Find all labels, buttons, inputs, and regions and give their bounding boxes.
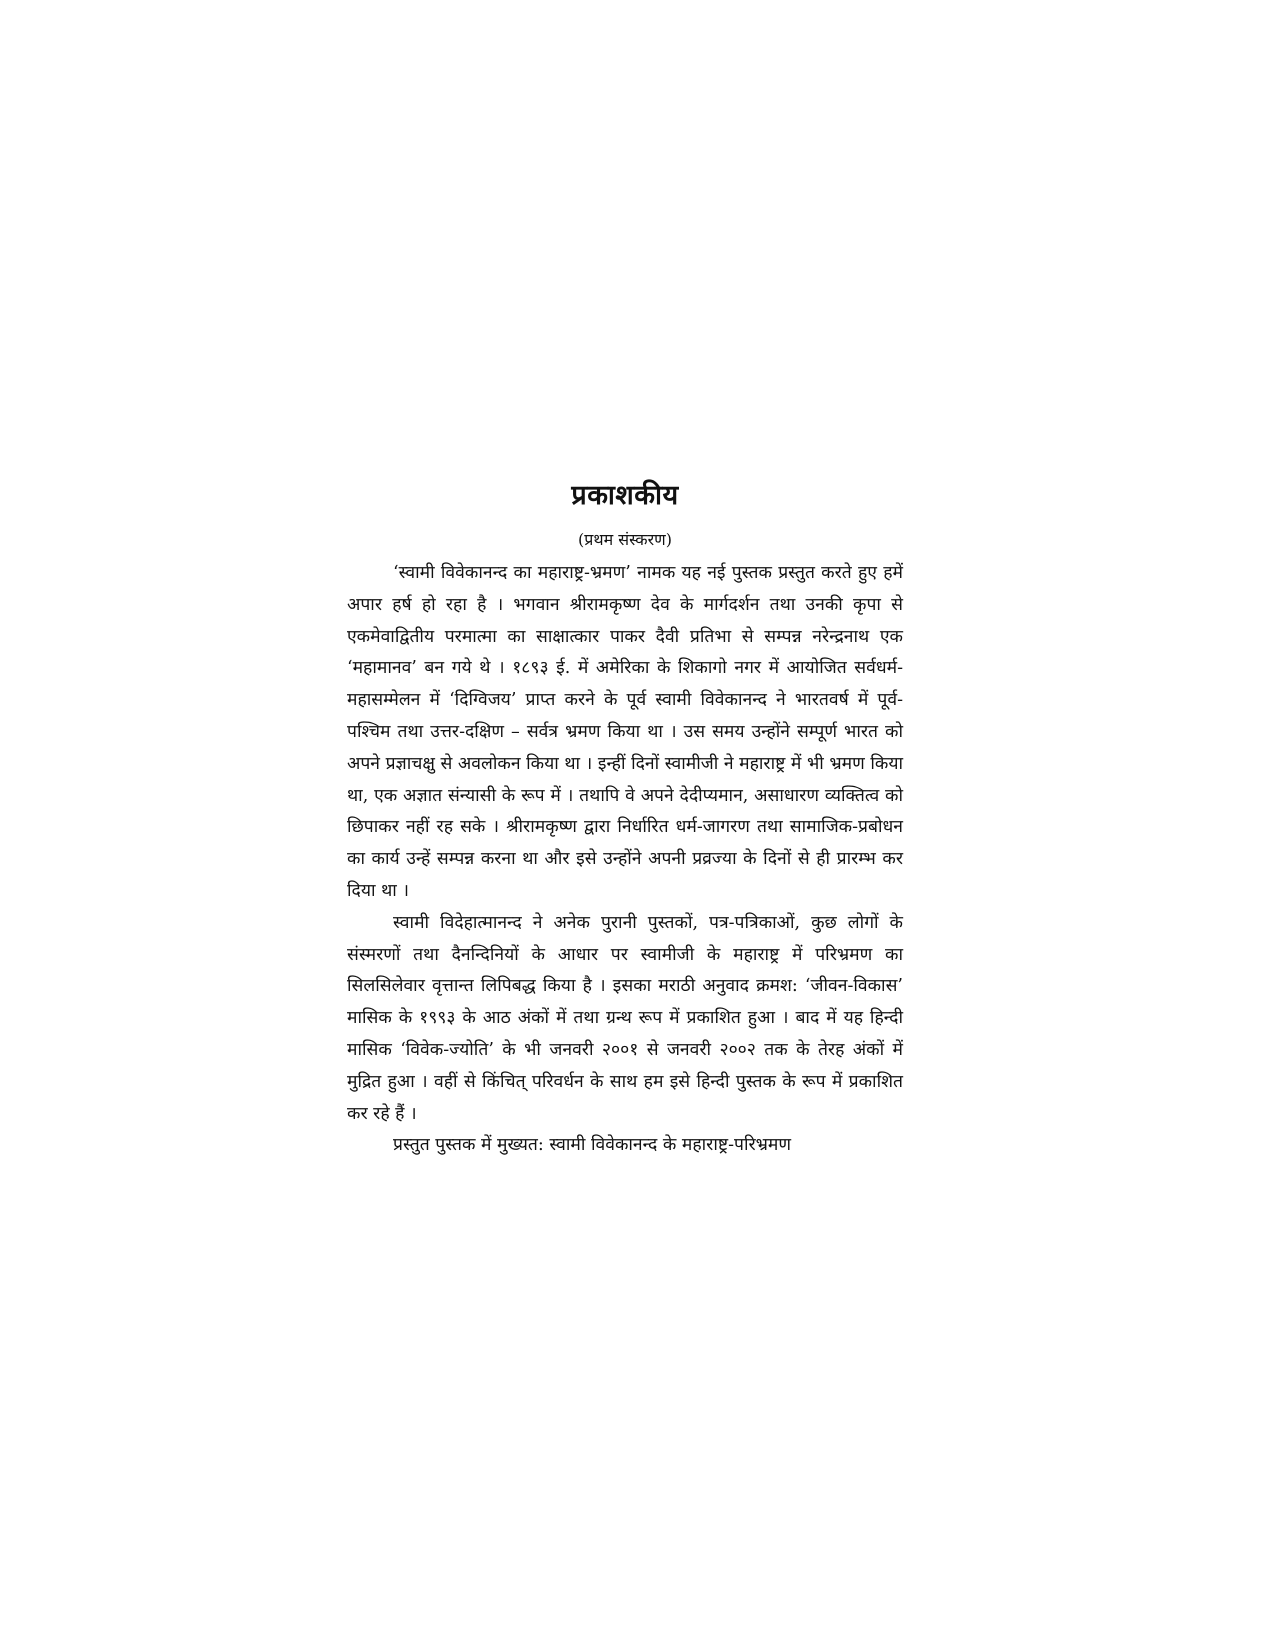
paragraph-3: प्रस्तुत पुस्तक में मुख्यत: स्वामी विवेकानन्द के महाराष्ट्र-परिभ्रमण [393,1135,792,1156]
page-subtitle: (प्रथम संस्करण) [578,530,672,549]
paragraph-1: ‘स्वामी विवेकानन्द का महाराष्ट्र-भ्रमण’ नामक यह नई पुस्तक प्रस्तुत करते हुए हमें अपार हर्ष हो रहा है । भगवान श्रीरामकृष्ण देव के मार्गदर्शन तथा उनकी कृपा से एकमेवाद्वितीय परमात्मा का साक्षात्कार पाकर दैवी प्रतिभा से सम्पन्न नरेन्द्रनाथ एक ‘महामानव’ बन गये थे । १८९३ ई. में अमेरिका के शिकागो नगर में आयोजित सर्वधर्म-महासम्मेलन में ‘दिग्विजय’ प्राप्त करने के पूर्व स्वामी विवेकानन्द ने भारतवर्ष में पूर्व-पश्चिम तथा उत्तर-दक्षिण – सर्वत्र भ्रमण किया था । उस समय उन्होंने सम्पूर्ण भारत को अपने प्रज्ञाचक्षु से अवलोकन किया था । इन्हीं दिनों स्वामीजी ने महाराष्ट्र में भी भ्रमण किया था, एक अज्ञात संन्यासी के रूप में । तथापि वे अपने देदीप्यमान, असाधारण व्यक्तित्व को छिपाकर नहीं रह सके । श्रीरामकृष्ण द्वारा निर्धारित धर्म-जागरण तथा सामाजिक-प्रबोधन का कार्य उन्हें सम्पन्न करना था और इसे उन्होंने अपनी प्रव्रज्या के दिनों से ही प्रारम्भ कर दिया था । [347,563,903,901]
paragraph-2: स्वामी विदेहात्मानन्द ने अनेक पुरानी पुस्तकों, पत्र-पत्रिकाओं, कुछ लोगों के संस्मरणों तथा दैनन्दिनियों के आधार पर स्वामीजी के महाराष्ट्र में परिभ्रमण का सिलसिलेवार वृत्तान्त लिपिबद्ध किया है । इसका मराठी अनुवाद क्रमश: ‘जीवन-विकास’ मासिक के १९९३ के आठ अंकों में तथा ग्रन्थ रूप में प्रकाशित हुआ । बाद में यह हिन्दी मासिक ‘विवेक-ज्योति’ के भी जनवरी २००१ से जनवरी २००२ तक के तेरह अंकों में मुद्रित हुआ । वहीं से किंचित् परिवर्धन के साथ हम इसे हिन्दी पुस्तक के रूप में प्रकाशित कर रहे हैं । [347,912,903,1124]
page-title: प्रकाशकीय [571,480,679,511]
document-content [347,478,903,1162]
